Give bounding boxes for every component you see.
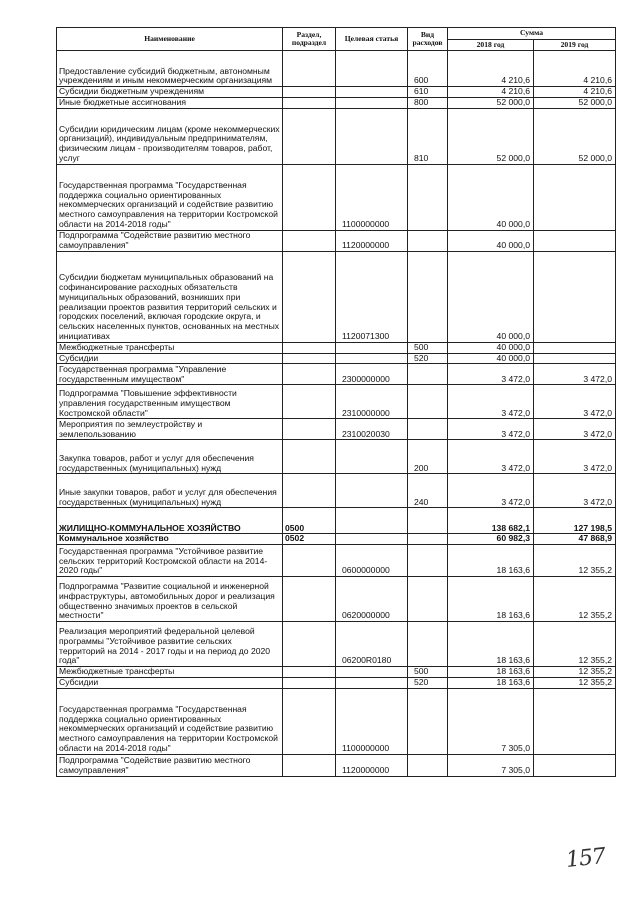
cell-section	[283, 440, 336, 474]
cell-target: 1120000000	[336, 230, 408, 251]
cell-name: Субсидии	[57, 677, 283, 688]
cell-target: 1100000000	[336, 164, 408, 230]
cell-name: Государственная программа "Управление государственным имуществом"	[57, 364, 283, 385]
cell-2019: 12 355,2	[534, 545, 616, 577]
cell-target	[336, 677, 408, 688]
cell-2019: 52 000,0	[534, 97, 616, 108]
cell-2019: 3 472,0	[534, 440, 616, 474]
cell-section	[283, 51, 336, 87]
cell-section	[283, 251, 336, 342]
header-sum: Сумма	[448, 28, 616, 40]
cell-kind	[408, 251, 448, 342]
cell-2018: 138 682,1	[448, 508, 534, 534]
cell-section	[283, 97, 336, 108]
cell-section	[283, 622, 336, 667]
table-body	[57, 51, 616, 777]
table-header-row	[57, 28, 616, 40]
cell-2018: 40 000,0	[448, 251, 534, 342]
cell-2018: 3 472,0	[448, 419, 534, 440]
cell-2019	[534, 342, 616, 353]
table-row	[57, 364, 616, 385]
cell-name: Субсидии юридическим лицам (кроме некоммерческих организаций), индивидуальным предпринимателям, физическим лицам - производителям товаров, работ, услуг	[57, 108, 283, 164]
cell-kind	[408, 534, 448, 545]
cell-kind: 610	[408, 87, 448, 98]
cell-target: 06200R0180	[336, 622, 408, 667]
cell-section	[283, 87, 336, 98]
cell-2018: 18 163,6	[448, 667, 534, 678]
table-row	[57, 108, 616, 164]
cell-target	[336, 534, 408, 545]
cell-target	[336, 353, 408, 364]
header-target: Целевая статья	[336, 28, 408, 51]
cell-section	[283, 419, 336, 440]
cell-2018: 3 472,0	[448, 474, 534, 508]
budget-table	[56, 27, 616, 777]
cell-kind: 500	[408, 342, 448, 353]
cell-section	[283, 230, 336, 251]
cell-section	[283, 754, 336, 776]
table-row	[57, 251, 616, 342]
cell-kind: 520	[408, 353, 448, 364]
cell-name: Мероприятия по землеустройству и землепользованию	[57, 419, 283, 440]
cell-name: Субсидии бюджетам муниципальных образований на софинансирование расходных обязательств муниципальных образований, возникших при реализации проектов развития территорий сельских и городских поселений, включая городские округа, и сельских населенных пунктов, основанных на местных инициативах	[57, 251, 283, 342]
cell-target	[336, 508, 408, 534]
cell-2019	[534, 688, 616, 754]
cell-section	[283, 667, 336, 678]
cell-section	[283, 677, 336, 688]
cell-kind	[408, 508, 448, 534]
cell-name: Подпрограмма "Повышение эффективности управления государственным имуществом Костромской области"	[57, 385, 283, 419]
cell-2018: 40 000,0	[448, 342, 534, 353]
cell-name: Государственная программа "Государственная поддержка социально ориентированных некоммерческих организаций и содействие развитию местного самоуправления на территории Костромской области на 2014-2018 годы"	[57, 164, 283, 230]
cell-2018: 40 000,0	[448, 164, 534, 230]
cell-name: Предоставление субсидий бюджетным, автономным учреждениям и иным некоммерческим организациям	[57, 51, 283, 87]
cell-section	[283, 364, 336, 385]
cell-name: ЖИЛИЩНО-КОММУНАЛЬНОЕ ХОЗЯЙСТВО	[57, 508, 283, 534]
cell-target: 2300000000	[336, 364, 408, 385]
cell-target: 2310000000	[336, 385, 408, 419]
cell-target	[336, 108, 408, 164]
table-row	[57, 577, 616, 622]
cell-2018: 52 000,0	[448, 108, 534, 164]
cell-section	[283, 688, 336, 754]
page-number: 157	[564, 844, 607, 873]
cell-section	[283, 164, 336, 230]
cell-2018: 52 000,0	[448, 97, 534, 108]
cell-kind: 200	[408, 440, 448, 474]
cell-target: 1100000000	[336, 688, 408, 754]
table-row	[57, 474, 616, 508]
cell-2019	[534, 754, 616, 776]
cell-target	[336, 667, 408, 678]
header-2018: 2018 год	[448, 39, 534, 51]
cell-target: 0600000000	[336, 545, 408, 577]
table-row	[57, 754, 616, 776]
cell-section: 0502	[283, 534, 336, 545]
cell-2018: 7 305,0	[448, 688, 534, 754]
table-row	[57, 667, 616, 678]
cell-name: Иные бюджетные ассигнования	[57, 97, 283, 108]
cell-target	[336, 474, 408, 508]
cell-name: Субсидии бюджетным учреждениям	[57, 87, 283, 98]
table-row	[57, 440, 616, 474]
cell-section	[283, 474, 336, 508]
cell-target: 1120000000	[336, 754, 408, 776]
cell-kind: 240	[408, 474, 448, 508]
table-row	[57, 51, 616, 87]
cell-kind	[408, 419, 448, 440]
cell-2018: 3 472,0	[448, 364, 534, 385]
cell-2019: 3 472,0	[534, 474, 616, 508]
cell-target: 0620000000	[336, 577, 408, 622]
header-section: Раздел, подраздел	[283, 28, 336, 51]
cell-2019	[534, 353, 616, 364]
cell-2019	[534, 251, 616, 342]
cell-section	[283, 353, 336, 364]
cell-2019: 4 210,6	[534, 51, 616, 87]
cell-2018: 18 163,6	[448, 577, 534, 622]
cell-target: 2310020030	[336, 419, 408, 440]
table-row	[57, 353, 616, 364]
cell-target	[336, 440, 408, 474]
cell-target	[336, 51, 408, 87]
cell-2018: 18 163,6	[448, 622, 534, 667]
table-row	[57, 508, 616, 534]
cell-kind: 600	[408, 51, 448, 87]
cell-2019: 52 000,0	[534, 108, 616, 164]
cell-section	[283, 545, 336, 577]
cell-2018: 40 000,0	[448, 230, 534, 251]
table-row	[57, 87, 616, 98]
cell-target: 1120071300	[336, 251, 408, 342]
header-kind: Вид расходов	[408, 28, 448, 51]
cell-name: Субсидии	[57, 353, 283, 364]
cell-2018: 18 163,6	[448, 545, 534, 577]
cell-kind	[408, 364, 448, 385]
cell-name: Межбюджетные трансферты	[57, 342, 283, 353]
cell-target	[336, 97, 408, 108]
cell-kind	[408, 577, 448, 622]
cell-kind	[408, 688, 448, 754]
cell-2019: 3 472,0	[534, 364, 616, 385]
cell-2019	[534, 230, 616, 251]
table-row	[57, 164, 616, 230]
cell-2019: 3 472,0	[534, 419, 616, 440]
cell-name: Реализация мероприятий федеральной целевой программы "Устойчивое развитие сельских территорий на 2014 - 2017 годы и на период до 2020 года"	[57, 622, 283, 667]
cell-kind	[408, 622, 448, 667]
cell-kind	[408, 545, 448, 577]
table-row	[57, 230, 616, 251]
cell-name: Государственная программа "Устойчивое развитие сельских территорий Костромской области на 2014-2020 годы"	[57, 545, 283, 577]
cell-kind	[408, 385, 448, 419]
cell-2018: 60 982,3	[448, 534, 534, 545]
cell-2018: 7 305,0	[448, 754, 534, 776]
cell-name: Межбюджетные трансферты	[57, 667, 283, 678]
header-2019: 2019 год	[534, 39, 616, 51]
cell-target	[336, 342, 408, 353]
header-name: Наименование	[57, 28, 283, 51]
cell-2018: 4 210,6	[448, 87, 534, 98]
cell-section	[283, 385, 336, 419]
cell-2019: 12 355,2	[534, 667, 616, 678]
table-row	[57, 688, 616, 754]
cell-kind	[408, 164, 448, 230]
cell-name: Подпрограмма "Развитие социальной и инженерной инфраструктуры, автомобильных дорог и реализация общественно значимых проектов в сельской местности"	[57, 577, 283, 622]
cell-kind: 520	[408, 677, 448, 688]
cell-section: 0500	[283, 508, 336, 534]
cell-2019: 12 355,2	[534, 577, 616, 622]
cell-name: Государственная программа "Государственная поддержка социально ориентированных некоммерческих организаций и содействие развитию местного самоуправления на территории Костромской области на 2014-2018 годы"	[57, 688, 283, 754]
cell-2018: 3 472,0	[448, 385, 534, 419]
cell-2019: 12 355,2	[534, 677, 616, 688]
cell-2019: 4 210,6	[534, 87, 616, 98]
cell-name: Подпрограмма "Содействие развитию местного самоуправления"	[57, 230, 283, 251]
cell-2019: 127 198,5	[534, 508, 616, 534]
cell-kind: 500	[408, 667, 448, 678]
table-row	[57, 342, 616, 353]
cell-kind	[408, 230, 448, 251]
cell-kind	[408, 754, 448, 776]
table-row	[57, 419, 616, 440]
cell-2018: 40 000,0	[448, 353, 534, 364]
cell-2019: 47 868,9	[534, 534, 616, 545]
cell-section	[283, 342, 336, 353]
cell-name: Закупка товаров, работ и услуг для обеспечения государственных (муниципальных) нужд	[57, 440, 283, 474]
cell-name: Иные закупки товаров, работ и услуг для обеспечения государственных (муниципальных) нужд	[57, 474, 283, 508]
cell-2019	[534, 164, 616, 230]
cell-kind: 800	[408, 97, 448, 108]
cell-name: Подпрограмма "Содействие развитию местного самоуправления"	[57, 754, 283, 776]
table-row	[57, 545, 616, 577]
table-row	[57, 385, 616, 419]
cell-name: Коммунальное хозяйство	[57, 534, 283, 545]
table-row	[57, 677, 616, 688]
cell-2018: 4 210,6	[448, 51, 534, 87]
table-row	[57, 622, 616, 667]
cell-kind: 810	[408, 108, 448, 164]
cell-section	[283, 577, 336, 622]
cell-target	[336, 87, 408, 98]
cell-section	[283, 108, 336, 164]
cell-2019: 3 472,0	[534, 385, 616, 419]
cell-2018: 3 472,0	[448, 440, 534, 474]
cell-2018: 18 163,6	[448, 677, 534, 688]
cell-2019: 12 355,2	[534, 622, 616, 667]
table-row	[57, 534, 616, 545]
table-row	[57, 97, 616, 108]
